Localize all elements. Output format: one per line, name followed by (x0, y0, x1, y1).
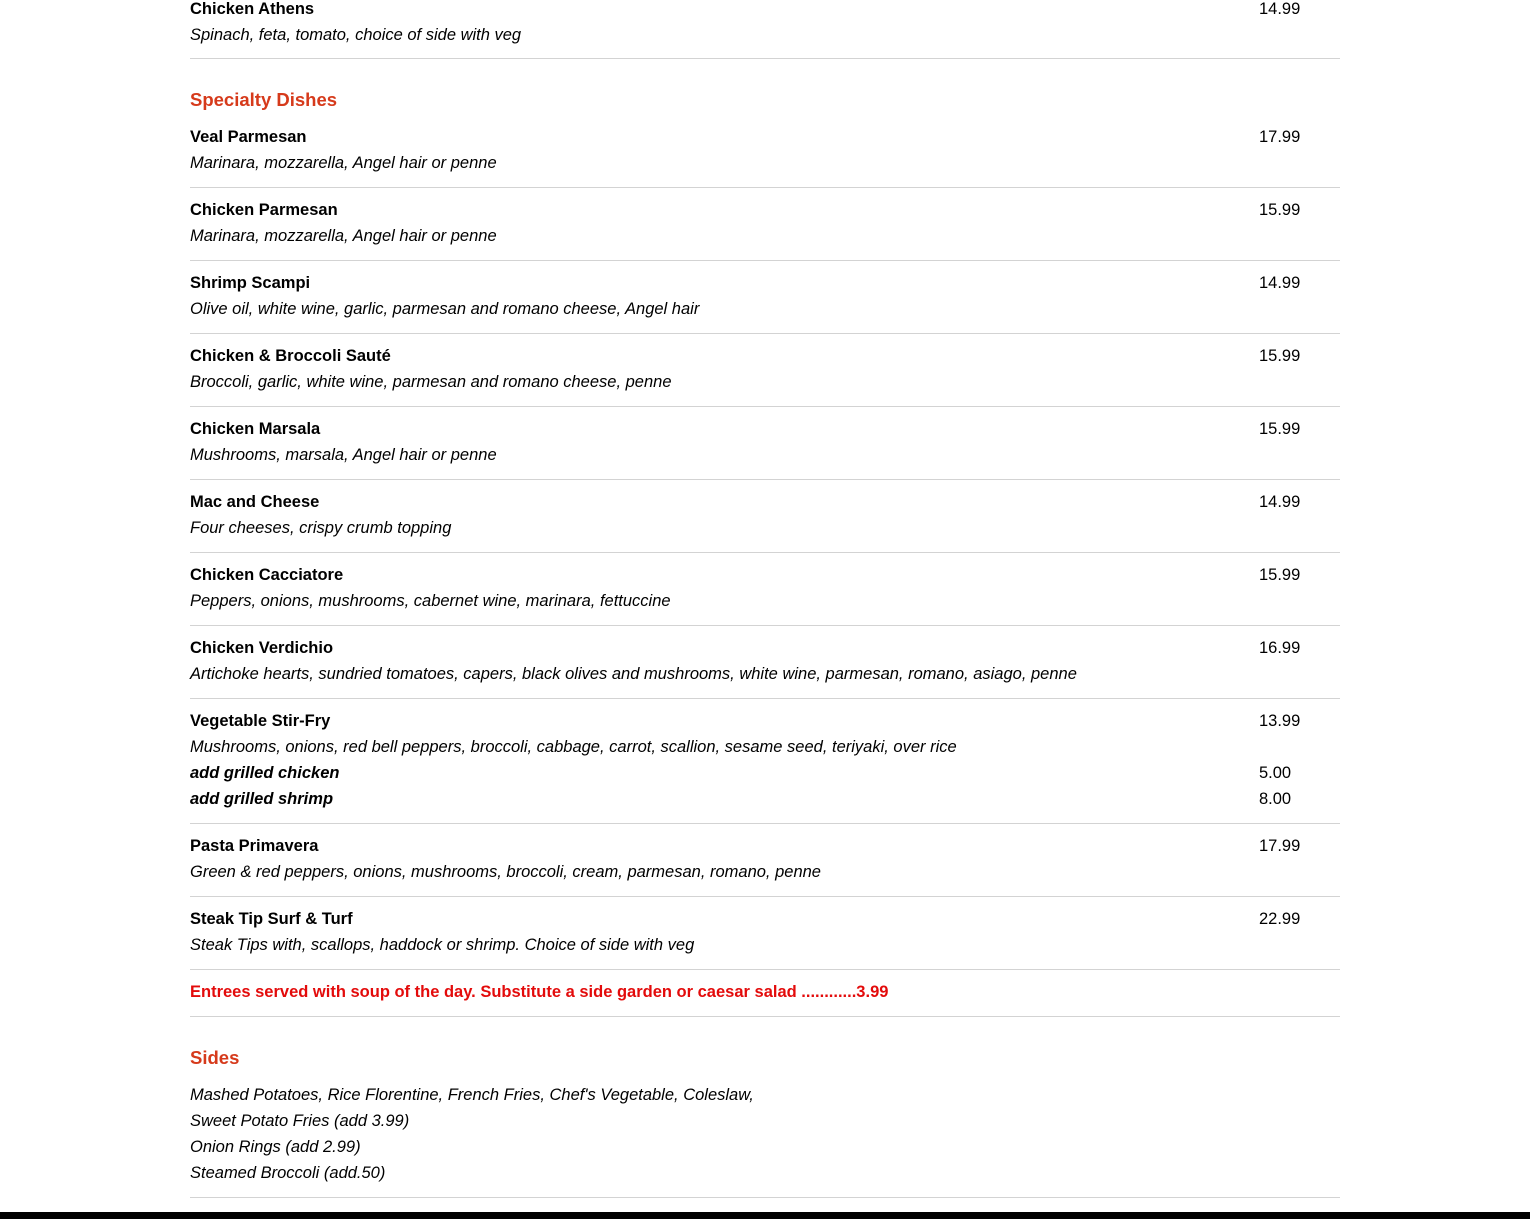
item-name-line (190, 124, 1340, 150)
item-price: 14.99 (1259, 0, 1301, 18)
section-title-specialty: Specialty Dishes (190, 89, 338, 110)
item-description: Marinara, mozzarella, Angel hair or penne (190, 154, 497, 172)
item-description: Green & red peppers, onions, mushrooms, broccoli, cream, parmesan, romano, penne (190, 863, 821, 881)
item-description: Mushrooms, marsala, Angel hair or penne (190, 446, 497, 464)
item-name-line (190, 906, 1340, 932)
addon-price: 5.00 (1259, 764, 1292, 782)
item-price: 16.99 (1259, 639, 1301, 657)
item-name-line (190, 270, 1340, 296)
item-description: Steak Tips with, scallops, haddock or shrimp. Choice of side with veg (190, 936, 695, 954)
sides-line: Steamed Broccoli (add.50) (190, 1164, 386, 1182)
item-name: Shrimp Scampi (190, 274, 311, 292)
item-name: Chicken Athens (190, 0, 315, 18)
item-price: 17.99 (1259, 128, 1301, 146)
menu-item-chicken-athens (190, 0, 1340, 59)
menu-item (190, 261, 1340, 334)
item-price: 15.99 (1259, 420, 1301, 438)
item-price: 14.99 (1259, 493, 1301, 511)
section-specialty (190, 59, 1340, 1017)
section-sides (190, 1017, 1340, 1198)
menu-item (190, 334, 1340, 407)
item-name: Chicken Marsala (190, 420, 321, 438)
item-name-line (190, 708, 1340, 734)
item-description: Olive oil, white wine, garlic, parmesan and romano cheese, Angel hair (190, 300, 700, 318)
item-name: Veal Parmesan (190, 128, 307, 146)
sides-line: Sweet Potato Fries (add 3.99) (190, 1112, 410, 1130)
item-price: 13.99 (1259, 712, 1301, 730)
addon-label: add grilled chicken (190, 764, 340, 782)
item-price: 15.99 (1259, 347, 1301, 365)
item-price: 15.99 (1259, 201, 1301, 219)
item-name-line (190, 562, 1340, 588)
item-name: Chicken & Broccoli Sauté (190, 347, 391, 365)
sides-line: Mashed Potatoes, Rice Florentine, French Fries, Chef's Vegetable, Coleslaw, (190, 1086, 754, 1104)
item-description: Peppers, onions, mushrooms, cabernet wine, marinara, fettuccine (190, 592, 671, 610)
section-title-sides: Sides (190, 1047, 240, 1068)
item-name-line (190, 416, 1340, 442)
item-description: Mushrooms, onions, red bell peppers, broccoli, cabbage, carrot, scallion, sesame seed, teriyaki, over rice (190, 738, 957, 756)
addon-price: 8.00 (1259, 790, 1292, 808)
menu-item (190, 897, 1340, 970)
menu-content (190, 0, 1340, 1198)
item-description: Four cheeses, crispy crumb topping (190, 519, 452, 537)
item-price: 22.99 (1259, 910, 1301, 928)
entree-note-row (190, 970, 1340, 1017)
item-name: Chicken Cacciatore (190, 566, 344, 584)
item-addon (190, 760, 1340, 786)
item-name-line (190, 197, 1340, 223)
item-price: 14.99 (1259, 274, 1301, 292)
page-bottom-bar (0, 1212, 1530, 1219)
item-name: Chicken Verdichio (190, 639, 334, 657)
item-description: Broccoli, garlic, white wine, parmesan and romano cheese, penne (190, 373, 672, 391)
menu-item (190, 626, 1340, 699)
sides-list (190, 1071, 1340, 1198)
item-name: Mac and Cheese (190, 493, 320, 511)
item-name-line (190, 833, 1340, 859)
item-price: 17.99 (1259, 837, 1301, 855)
item-name: Pasta Primavera (190, 837, 319, 855)
sides-line: Onion Rings (add 2.99) (190, 1138, 361, 1156)
entree-note: Entrees served with soup of the day. Substitute a side garden or caesar salad ............3.99 (190, 983, 889, 1001)
menu-item (190, 188, 1340, 261)
menu-item (190, 480, 1340, 553)
menu-item (190, 553, 1340, 626)
item-description: Spinach, feta, tomato, choice of side with veg (190, 26, 522, 44)
item-name-line (190, 489, 1340, 515)
item-name: Vegetable Stir-Fry (190, 712, 331, 730)
item-name-line (190, 635, 1340, 661)
item-name-line (190, 0, 1340, 22)
item-name: Steak Tip Surf & Turf (190, 910, 353, 928)
addon-label: add grilled shrimp (190, 790, 334, 808)
menu-item (190, 824, 1340, 897)
menu-item (190, 113, 1340, 188)
item-description: Marinara, mozzarella, Angel hair or penne (190, 227, 497, 245)
item-description: Artichoke hearts, sundried tomatoes, capers, black olives and mushrooms, white wine, parmesan, romano, asiago, penne (190, 665, 1077, 683)
specialty-list (190, 113, 1340, 970)
menu-item (190, 407, 1340, 480)
menu-item (190, 699, 1340, 824)
item-price: 15.99 (1259, 566, 1301, 584)
item-addon (190, 786, 1340, 812)
item-name-line (190, 343, 1340, 369)
item-name: Chicken Parmesan (190, 201, 338, 219)
